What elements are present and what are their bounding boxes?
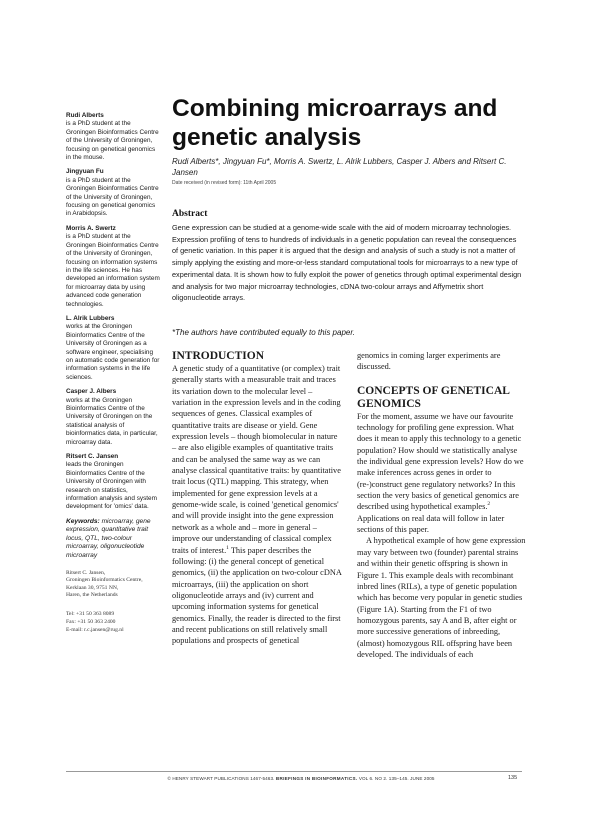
paragraph: A hypothetical example of how gene expression may vary between two (founder) parental strains and within their genetic offspring is shown in Figure 1. This example deals with recombinant inbred lines (RILs), a type of genetic population which has become very popular in genetic studies (Figure 1A). Starting from the F1 of two homozygous parents, say A and B, after eight or more successive generations of inbreeding, (almost) homozygous RIL offspring have been developed. The individuals of each [357,536,526,659]
author-bio [66,388,161,447]
author-name: Rudi Alberts [66,112,104,119]
author-bio [66,168,161,218]
title-line: Combining microarrays and [172,95,498,122]
author-bio [66,453,161,512]
reference-number: 1 [226,544,229,551]
author-name: L. Alrik Lubbers [66,314,115,322]
author-name: Morris A. Swertz [66,224,116,232]
address-line: Groningen Bioinformatics Centre, [66,577,143,584]
fax: Fax: +31 50 363 2400 [66,618,116,625]
telephone: Tel: +31 50 363 8089 [66,610,115,617]
author-description: works at the Groningen Bioinformatics Centre of the University of Groningen on the statistical analysis of bioinformatics data, in particular, microarray data. [66,396,158,446]
author-bio [66,112,161,162]
author-name: Casper J. Albers [66,388,117,396]
date-received: Date received (in revised form): 11th April 2005 [172,180,277,186]
paragraph-text: This paper describes the following: (i) the general concept of genetical genomics, (ii) the application on two-colour cDNA microarrays, (iii) the application on short oligonucleotide arrays and (iv) current and upcoming information systems for genetical genomics. Finally, the reader is directed to the first and recent publications on still relatively small populations and prospects of genetical [172,545,342,646]
email: E-mail: r.c.jansen@rug.nl [66,626,124,633]
keywords [66,518,161,560]
keywords-list: microarray, gene expression, quantitative trait locus, QTL, two-colour microarray, oligonucleotide microarray [66,517,151,559]
section-heading-introduction: INTRODUCTION [172,350,265,362]
paragraph [172,363,342,647]
abstract-text: Gene expression can be studied at a genome-wide scale with the aid of modern microarray technologies. Expression profiling of tens to hundreds of individuals in a genetic population can reveal the consequences of genetic variation. In this paper it is argued that the design and analysis of such a study is not a matter of simply applying the existing and more-or-less standard computational tools for microarrays to a new type of experimental data. It is shown how to fully exploit the power of genetics through optimal experimental design and analysis for two major microarray technologies, cDNA two-colour arrays and Affymetrix short oligonucleotide arrays. [172,223,522,303]
page-number: 135 [508,775,518,781]
keywords-label: Keywords: [66,517,100,525]
abstract-heading: Abstract [172,209,208,219]
author-name: Ritsert C. Jansen [66,453,119,461]
paragraph-text: For the moment, assume we have our favourite technology for profiling gene expression. What does it mean to apply this technology to a genetic population? How should we statistically analyse the individual gene expression levels? How do we make inferences across genes in order to (re-)construct gene regulatory networks? In this section the very basics of genetical genomics are described using hypothetical examples. [357,411,524,512]
author-sidebar [66,112,161,634]
body-column-right [357,350,527,660]
equal-contribution-note: *The authors have contributed equally to this paper. [172,328,355,337]
journal-name: BRIEFINGS IN BIOINFORMATICS. [275,776,358,781]
address-line: Haren, the Netherlands [66,592,118,599]
article-authors: Rudi Alberts*, Jingyuan Fu*, Morris A. Swertz, L. Alrik Lubbers, Casper J. Albers and Ritsert C. Jansen [172,157,507,177]
author-description: is a PhD student at the Groningen Bioinformatics Centre of the University of Groningen, focusing on genetical genomics in the mouse. [66,120,159,162]
paragraph [357,411,527,536]
author-bio [66,315,161,382]
article-title [172,94,572,152]
footer-rule [66,771,522,772]
contact-details [66,610,161,634]
address-line: Ritsert C. Jansen, [66,569,106,576]
paragraph-text: Applications on real data will follow in later sections of this paper. [357,513,505,535]
author-description: is a PhD student at the Groningen Bioinformatics Centre of the University of Groningen, focusing on information systems in the life sciences. He has developed an information system for microarray data by using advanced code generation technologies. [66,233,160,308]
issue-info: VOL 6. NO 2. 135–145. JUNE 2005 [358,776,435,781]
paragraph: genomics in coming larger experiments are discussed. [357,351,501,372]
author-name: Jingyuan Fu [66,168,104,176]
publisher-copyright: © HENRY STEWART PUBLICATIONS 1467-5463. [167,776,275,781]
body-column-left [172,350,342,647]
title-line: genetic analysis [172,124,362,151]
author-bio [66,225,161,309]
correspondence-address [66,570,161,600]
section-heading-concepts: CONCEPTS OF GENETICAL GENOMICS [357,384,510,410]
author-description: is a PhD student at the Groningen Bioinformatics Centre of the University of Groningen, focusing on genetical genomics in Arabidopsis. [66,176,159,218]
reference-number: 2 [487,501,491,508]
paragraph-text: A genetic study of a quantitative (or complex) trait generally starts with a measurable trait and traces its variation down to the molecular level – variation in the expression levels and in the coding sequences of genes. Classical examples of quantitative traits are disease or yield. Gene expression levels – though biomolecular in nature – are also eligible examples of quantitative traits and can be analysed the same way as we can analyse classical quantitative traits: by quantitative trait locus (QTL) mapping. This strategy, when implemented for gene expression levels at a genome-wide scale, is coined 'genetical genomics' and will provide insight into the gene expression network as a whole and – more in general – improve our understanding of classical complex traits of interest. [172,364,341,555]
author-description: leads the Groningen Bioinformatics Centre of the University of Groningen with research on statistics, information analysis and system development for 'omics' data. [66,461,157,511]
journal-footer [136,776,466,781]
address-line: Kerklaan 30, 9751 NN, [66,584,119,591]
author-description: works at the Groningen Bioinformatics Centre of the University of Groningen as a software engineer, specialising on automatic code generation for information systems in the life sciences. [66,323,160,381]
